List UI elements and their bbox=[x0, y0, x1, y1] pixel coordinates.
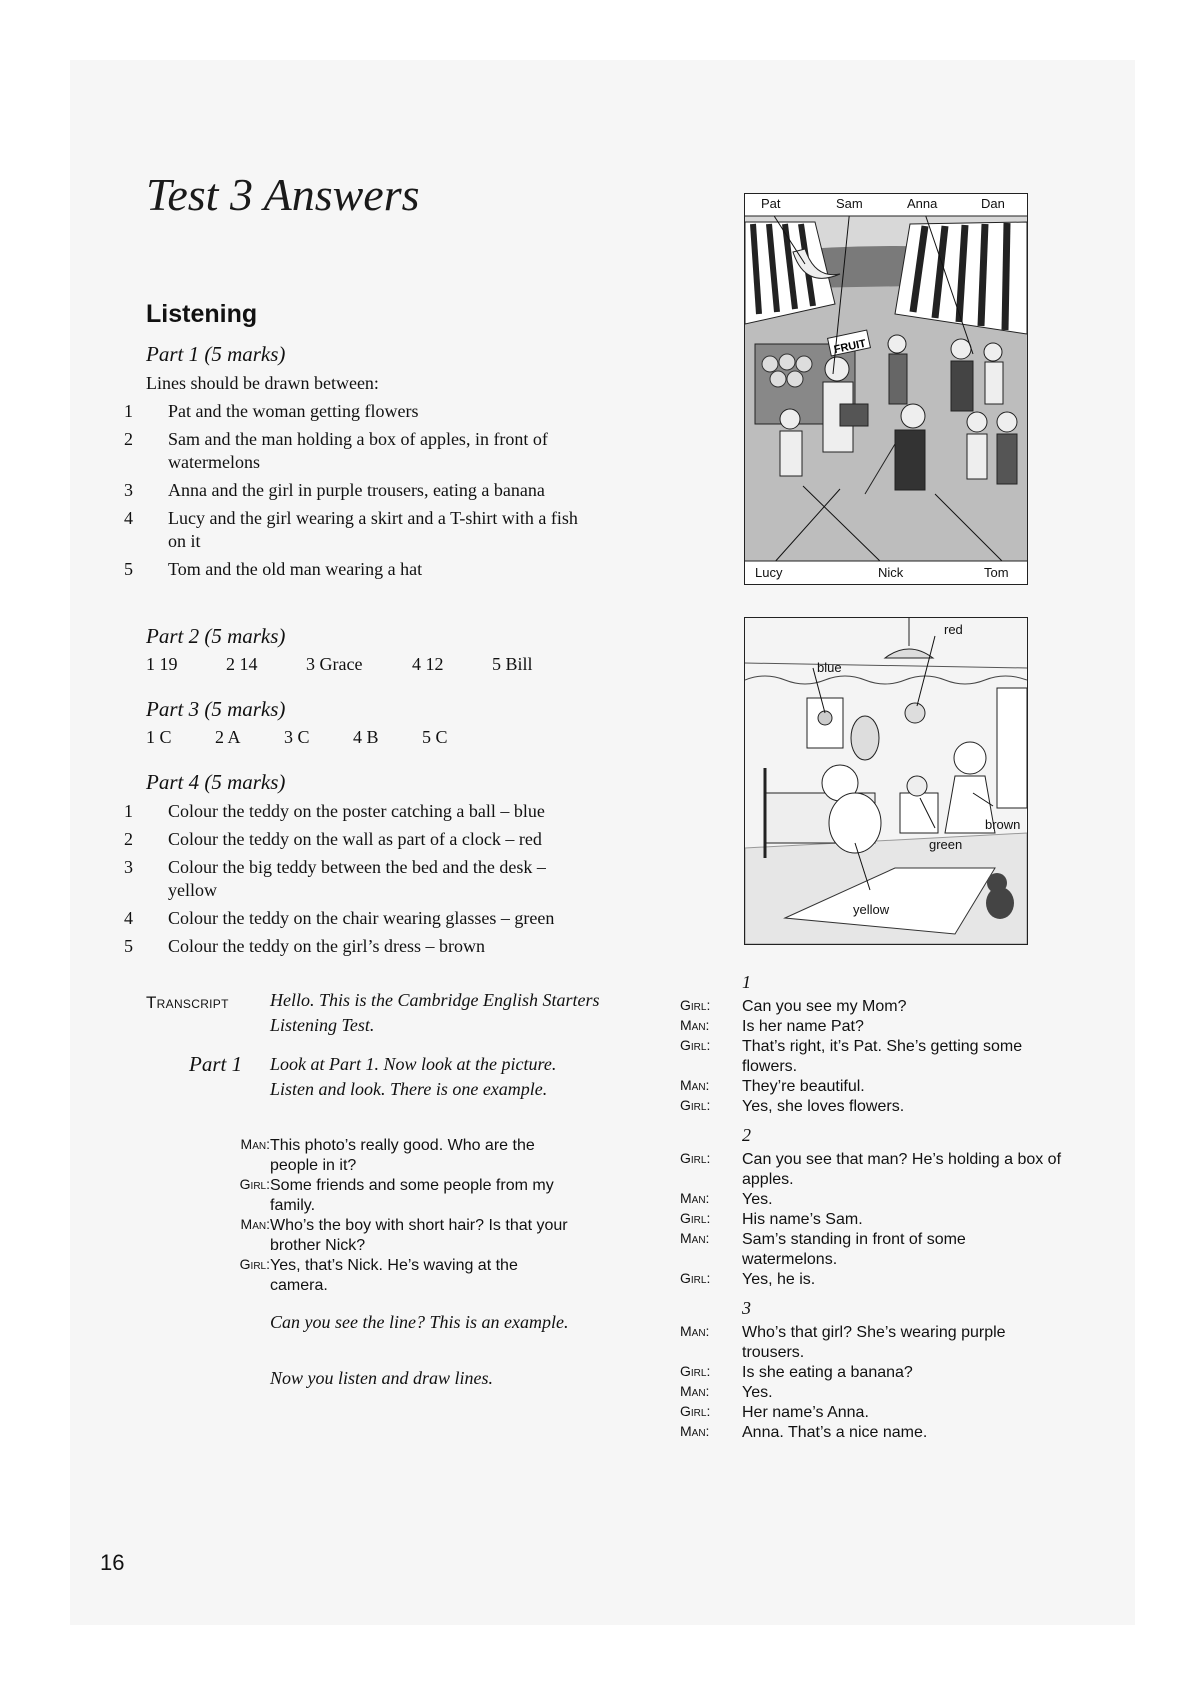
label-sam: Sam bbox=[836, 196, 863, 211]
list-item: 1 Pat and the woman getting flowers bbox=[124, 401, 419, 421]
page-title: Test 3 Answers bbox=[146, 169, 420, 220]
dialog-line: Man: Yes. bbox=[680, 1190, 773, 1208]
market-scene-illustration bbox=[745, 194, 1027, 584]
part2-answers bbox=[146, 654, 596, 675]
transcript-right-column bbox=[680, 970, 1080, 1443]
transcript-after-example: Can you see the line? This is an example. bbox=[270, 1312, 569, 1332]
dialog-line: Girl: Can you see my Mom? bbox=[680, 997, 907, 1015]
dialog-line: Girl: Is she eating a banana? bbox=[680, 1363, 913, 1381]
dialog-line: Girl: His name’s Sam. bbox=[680, 1210, 863, 1228]
part2-heading: Part 2 (5 marks) bbox=[146, 624, 286, 648]
label-green: green bbox=[929, 837, 963, 852]
dialog-line: Man: Who’s the boy with short hair? Is that your brother Nick? bbox=[240, 1216, 568, 1254]
label-nick: Nick bbox=[878, 565, 904, 580]
dialog-line: Man: Yes. bbox=[680, 1383, 773, 1401]
part4-heading: Part 4 (5 marks) bbox=[146, 770, 286, 794]
answer: 2 14 bbox=[226, 654, 258, 674]
dialog-line: Man: Who’s that girl? She’s wearing purple trousers. bbox=[680, 1323, 1006, 1361]
dialog-line: Girl: Her name’s Anna. bbox=[680, 1403, 869, 1421]
part1-block bbox=[124, 342, 596, 586]
label-brown: brown bbox=[985, 817, 1021, 832]
answer: 3 Grace bbox=[306, 654, 363, 674]
list-item: 5 Tom and the old man wearing a hat bbox=[124, 559, 423, 579]
list-item: 4 Colour the teddy on the chair wearing glasses – green bbox=[124, 908, 555, 928]
label-blue: blue bbox=[817, 660, 842, 675]
transcript-part-intro: Look at Part 1. Now look at the picture. Listen and look. There is one example. bbox=[270, 1054, 557, 1099]
transcript-instruction: Now you listen and draw lines. bbox=[270, 1368, 494, 1388]
page-number: 16 bbox=[100, 1550, 125, 1575]
part3-heading: Part 3 (5 marks) bbox=[146, 697, 286, 721]
dialog-line: Girl: Some friends and some people from my family. bbox=[239, 1176, 554, 1214]
label-lucy: Lucy bbox=[755, 565, 783, 580]
part1-intro: Lines should be drawn between: bbox=[146, 373, 379, 393]
dialog-line: Man: They’re beautiful. bbox=[680, 1077, 865, 1095]
market-picture bbox=[744, 193, 1028, 585]
list-item: 2 Sam and the man holding a box of apples, in front of watermelons bbox=[124, 429, 548, 472]
list-item: 1 Colour the teddy on the poster catching a ball – blue bbox=[124, 801, 545, 821]
fruit-sign: FRUIT bbox=[832, 337, 868, 357]
bedroom-picture bbox=[744, 617, 1028, 945]
part4-list bbox=[124, 800, 606, 958]
answer: 4 12 bbox=[412, 654, 444, 674]
answer: 5 C bbox=[422, 727, 448, 747]
section-number: 3 bbox=[742, 1298, 751, 1318]
dialog-line: Girl: That’s right, it’s Pat. She’s getting some flowers. bbox=[680, 1037, 1023, 1075]
label-dan: Dan bbox=[981, 196, 1005, 211]
dialog-line: Girl: Yes, that’s Nick. He’s waving at the camera. bbox=[239, 1256, 518, 1294]
transcript-intro: Hello. This is the Cambridge English Starters Listening Test. bbox=[270, 990, 600, 1035]
dialog-line: Girl: Can you see that man? He’s holding a box of apples. bbox=[680, 1150, 1062, 1188]
label-yellow: yellow bbox=[853, 902, 890, 917]
dialog-line: Girl: Yes, he is. bbox=[680, 1270, 816, 1288]
list-item: 5 Colour the teddy on the girl’s dress – brown bbox=[124, 936, 485, 956]
dialog-line: Man: Sam’s standing in front of some watermelons. bbox=[680, 1230, 966, 1268]
answer: 3 C bbox=[284, 727, 310, 747]
answer: 1 C bbox=[146, 727, 172, 747]
part4-block bbox=[124, 770, 606, 963]
dialog-line: Man: Anna. That’s a nice name. bbox=[680, 1423, 928, 1441]
part2-block bbox=[146, 624, 596, 675]
dialog-line: Man: Is her name Pat? bbox=[680, 1017, 864, 1035]
example-dialog bbox=[200, 1136, 600, 1296]
label-red: red bbox=[944, 622, 963, 637]
dialog-line: Man: This photo’s really good. Who are the people in it? bbox=[240, 1136, 535, 1174]
section-number: 2 bbox=[742, 1125, 751, 1145]
list-item: 2 Colour the teddy on the wall as part of a clock – red bbox=[124, 829, 542, 849]
section-number: 1 bbox=[742, 972, 751, 992]
part3-answers bbox=[146, 727, 596, 748]
label-tom: Tom bbox=[984, 565, 1009, 580]
list-item: 3 Colour the big teddy between the bed and the desk – yellow bbox=[124, 857, 546, 900]
label-pat: Pat bbox=[761, 196, 781, 211]
label-anna: Anna bbox=[907, 196, 938, 211]
list-item: 3 Anna and the girl in purple trousers, eating a banana bbox=[124, 480, 545, 500]
part3-block bbox=[146, 697, 596, 748]
answer: 1 19 bbox=[146, 654, 178, 674]
dialog-line: Girl: Yes, she loves flowers. bbox=[680, 1097, 905, 1115]
answer: 2 A bbox=[215, 727, 241, 747]
answer: 4 B bbox=[353, 727, 379, 747]
part1-list bbox=[124, 400, 596, 581]
section-heading: Listening bbox=[146, 300, 258, 328]
list-item: 4 Lucy and the girl wearing a skirt and a T-shirt with a fish on it bbox=[124, 508, 578, 551]
transcript-label: Transcript bbox=[146, 993, 229, 1012]
bedroom-illustration bbox=[745, 618, 1027, 944]
transcript-part-label: Part 1 bbox=[189, 1052, 243, 1076]
part1-heading: Part 1 (5 marks) bbox=[146, 342, 286, 366]
answer: 5 Bill bbox=[492, 654, 533, 674]
